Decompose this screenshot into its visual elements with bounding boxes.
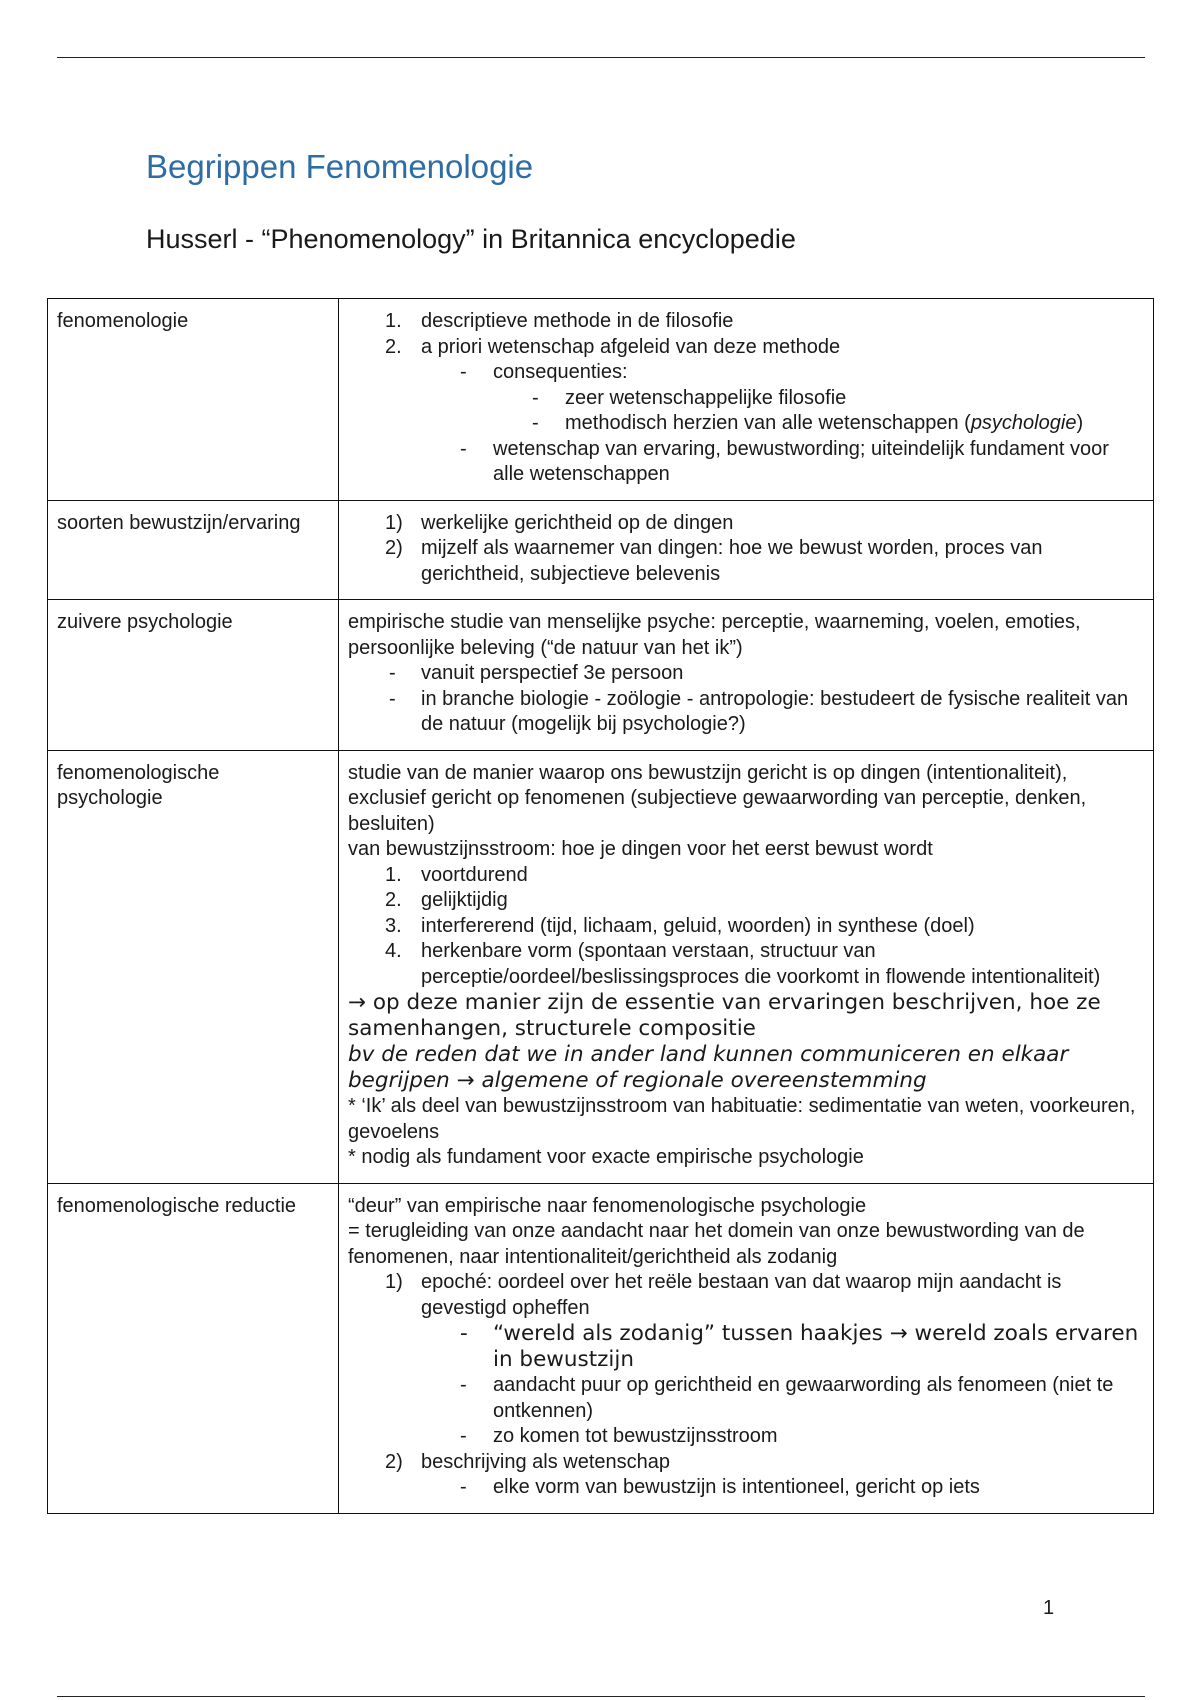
list-item: 2. a priori wetenschap afgeleid van deze methode xyxy=(385,335,841,358)
paragraph: empirische studie van menselijke psyche: perceptie, waarneming, voelen, emoties, persoonlijke beleving (“de natuur van het ik”) xyxy=(348,611,1081,659)
term-cell: soorten bewustzijn/ervaring xyxy=(48,500,339,600)
list-item: - aandacht puur op gerichtheid en gewaarwording als fenomeen (niet te ontkennen) xyxy=(460,1374,1114,1422)
list-item: - “wereld als zodanig” tussen haakjes → wereld zoals ervaren in bewustzijn xyxy=(460,1321,1139,1372)
term-cell: zuivere psychologie xyxy=(48,600,339,751)
list-item: - zeer wetenschappelijke filosofie xyxy=(532,386,847,409)
table-row xyxy=(48,750,1154,1183)
list-item: 1) werkelijke gerichtheid op de dingen xyxy=(385,511,734,534)
paragraph: “deur” van empirische naar fenomenologische psychologie xyxy=(348,1194,867,1217)
definition-cell xyxy=(339,500,1154,600)
list-item: 2) beschrijving als wetenschap xyxy=(385,1450,671,1473)
note: * nodig als fundament voor exacte empirische psychologie xyxy=(348,1146,864,1168)
list-item: 2. gelijktijdig xyxy=(385,889,508,911)
list-item: 2) mijzelf als waarnemer van dingen: hoe we bewust worden, proces van gerichtheid, subjectieve belevenis xyxy=(385,537,1043,585)
list-item: 4. herkenbare vorm (spontaan verstaan, structuur van perceptie/oordeel/beslissingsproces die voorkomt in flowende intentionaliteit) xyxy=(385,940,1101,988)
term-cell: fenomenologische reductie xyxy=(48,1183,339,1513)
document-subtitle: Husserl - “Phenomenology” in Britannica encyclopedie xyxy=(146,224,796,254)
paragraph: = terugleiding van onze aandacht naar het domein van onze bewustwording van de fenomenen, naar intentionaliteit/gerichtheid als zodanig xyxy=(348,1220,1085,1268)
terms-table xyxy=(47,298,1154,1514)
document-title: Begrippen Fenomenologie xyxy=(146,148,534,185)
term-cell: fenomenologie xyxy=(48,299,339,501)
list-item: 3. interfererend (tijd, lichaam, geluid, woorden) in synthese (doel) xyxy=(385,914,975,937)
example-paragraph: bv de reden dat we in ander land kunnen communiceren en elkaar begrijpen → algemene of regionale overeenstemming xyxy=(348,1042,1069,1093)
table-row xyxy=(48,600,1154,751)
list-item: 1) epoché: oordeel over het reële bestaan van dat waarop mijn aandacht is gevestigd opheffen xyxy=(385,1271,1062,1319)
list-item: - vanuit perspectief 3e persoon xyxy=(389,662,684,684)
page-number: 1 xyxy=(1043,1597,1055,1619)
paragraph: → op deze manier zijn de essentie van ervaringen beschrijven, hoe ze samenhangen, structurele compositie xyxy=(348,990,1101,1041)
list-item: - methodisch herzien van alle wetenschappen (psychologie) xyxy=(532,412,1084,434)
note: * ‘Ik’ als deel van bewustzijnsstroom van habituatie: sedimentatie van weten, voorkeuren, gevoelens xyxy=(348,1095,1136,1143)
definition-cell xyxy=(339,600,1154,751)
footer-rule xyxy=(57,1696,1145,1697)
list-item: - consequenties: xyxy=(460,361,628,383)
table-row xyxy=(48,500,1154,600)
table-row xyxy=(48,299,1154,501)
paragraph: studie van de manier waarop ons bewustzijn gericht is op dingen (intentionaliteit), exclusief gericht op fenomenen (subjectieve gewaarwording van perceptie, denken, besluiten) xyxy=(348,761,1087,835)
definition-cell xyxy=(339,299,1154,501)
list-item: 1. descriptieve methode in de filosofie xyxy=(385,310,734,332)
paragraph: van bewustzijnsstroom: hoe je dingen voor het eerst bewust wordt xyxy=(348,838,933,860)
list-item: - zo komen tot bewustzijnsstroom xyxy=(460,1425,778,1447)
term-cell: fenomenologische psychologie xyxy=(48,750,339,1183)
table-row xyxy=(48,1183,1154,1513)
definition-cell xyxy=(339,750,1154,1183)
definition-cell xyxy=(339,1183,1154,1513)
list-item: - elke vorm van bewustzijn is intentioneel, gericht op iets xyxy=(460,1476,980,1498)
list-item: 1. voortdurend xyxy=(385,863,528,886)
list-item: - in branche biologie - zoölogie - antropologie: bestudeert de fysische realiteit van de natuur (mogelijk bij psychologie?) xyxy=(389,687,1129,735)
header-rule xyxy=(57,57,1145,58)
list-item: - wetenschap van ervaring, bewustwording; uiteindelijk fundament voor alle wetenschappen xyxy=(460,437,1109,485)
